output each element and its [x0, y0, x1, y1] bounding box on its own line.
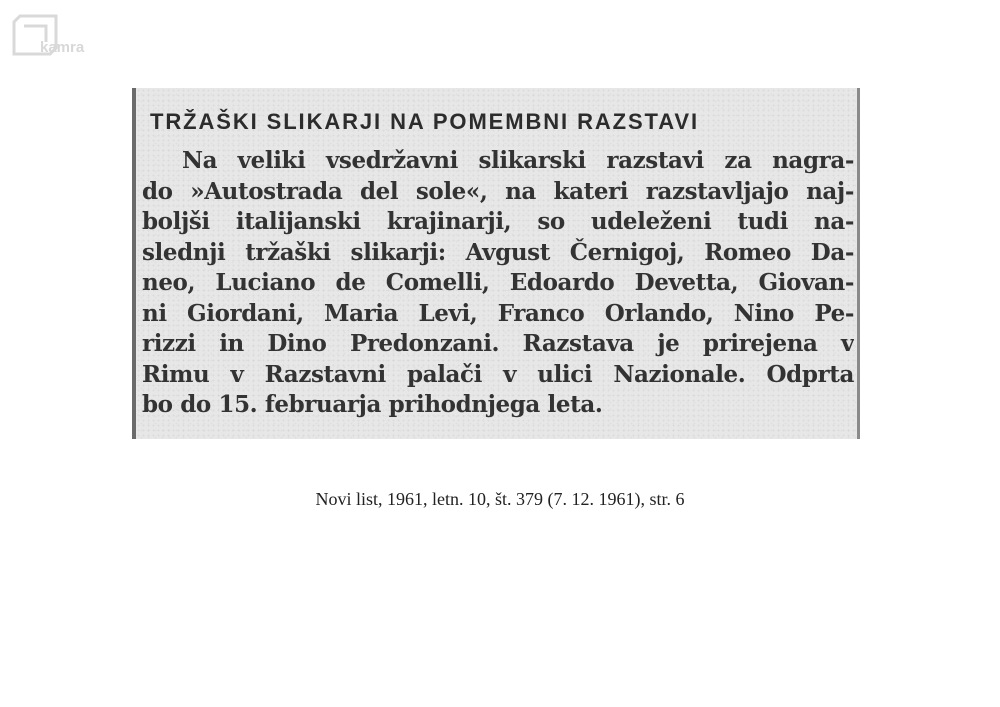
newspaper-clipping: [132, 88, 860, 439]
source-caption: Novi list, 1961, letn. 10, št. 379 (7. 12. 1961), str. 6: [315, 489, 685, 509]
article-line: neo, Luciano de Comelli, Edoardo Devetta, Giovan-: [142, 269, 854, 296]
article-line: bo do 15. februarja prihodnjega leta.: [142, 391, 603, 418]
logo-text: kamra: [40, 39, 85, 56]
article-body: [142, 146, 854, 421]
article-headline: TRŽAŠKI SLIKARJI NA POMEMBNI RAZSTAVI: [150, 109, 700, 134]
kamra-logo: [10, 12, 110, 58]
article-line: boljši italijanski krajinarji, so udeleženi tudi na-: [142, 208, 854, 235]
article-line: Rimu v Razstavni palači v ulici Nazionale. Odprta: [142, 360, 854, 388]
article-line: rizzi in Dino Predonzani. Razstava je prirejena v: [142, 330, 854, 357]
article-line: ni Giordani, Maria Levi, Franco Orlando, Nino Pe-: [142, 299, 854, 327]
article-line: Na veliki vsedržavni slikarski razstavi za nagra-: [182, 147, 854, 174]
article-line: do »Autostrada del sole«, na kateri razstavljajo naj-: [142, 177, 854, 205]
kamra-logo-icon: [10, 12, 110, 58]
article-line: slednji tržaški slikarji: Avgust Černigoj, Romeo Da-: [142, 238, 854, 266]
